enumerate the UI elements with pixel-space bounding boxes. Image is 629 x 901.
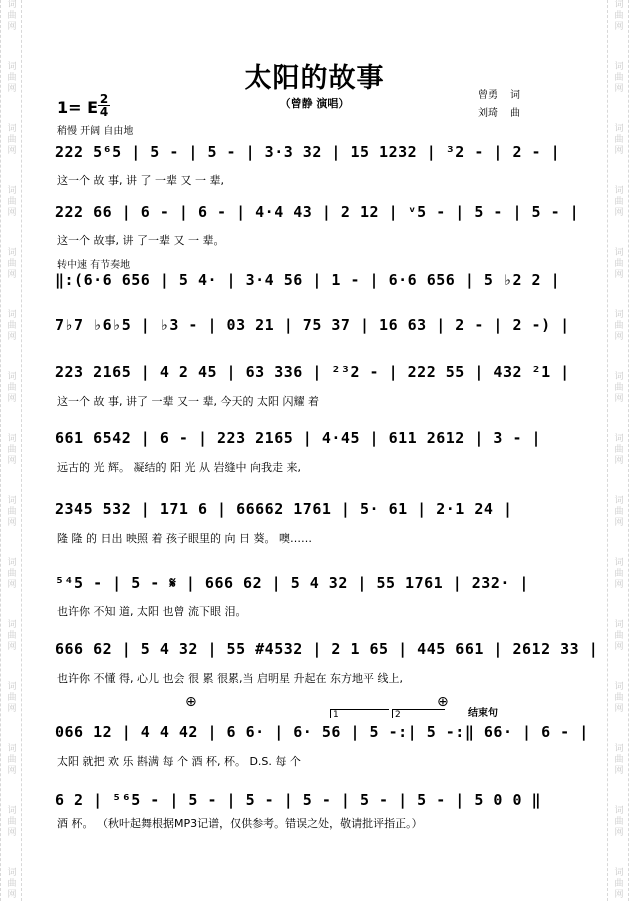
watermark-tile [610,310,628,343]
watermark-glyph: 词 [7,682,17,692]
watermark-glyph: 曲 [614,879,624,889]
watermark-glyph: 词 [7,248,17,258]
watermark-tile [610,682,628,715]
watermark-tile [610,868,628,901]
lyrics-line: 也许你 不知 道, 太阳 也曾 流下眼 泪。 [57,605,247,618]
watermark-glyph: 词 [614,310,624,320]
lyrics-line: 酒 杯。 （秋叶起舞根据MP3记谱，仅供参考。错误之处，敬请批评指正。） [57,817,423,830]
composer-name: 刘琦 [478,108,498,119]
notes-line: 7♭7 ♭6♭5 | ♭3 - | 03 21 | 75 37 | 16 63 | 2 - | 2 -) | [55,316,570,334]
watermark-glyph: 词 [614,434,624,444]
watermark-glyph: 网 [614,890,624,900]
coda-sign-1: ⊕ [185,694,197,710]
watermark-glyph: 曲 [614,755,624,765]
watermark-glyph: 词 [7,806,17,816]
lyrics-line: 这一个 故 事, 讲了 一辈 又一 辈, 今天的 太阳 闪耀 着 [57,395,319,408]
watermark-right-column [607,0,629,901]
watermark-tile [610,372,628,405]
singer-credit: （曾静 演唱） [279,97,350,110]
watermark-glyph: 词 [7,0,17,10]
lyricist-name: 曾勇 [478,90,498,101]
watermark-glyph: 网 [7,146,17,156]
watermark-glyph: 词 [7,744,17,754]
tempo-marking-intro: 稍慢 开阔 自由地 [57,126,134,137]
watermark-glyph: 词 [7,558,17,568]
watermark-glyph: 词 [614,620,624,630]
watermark-glyph: 曲 [614,445,624,455]
notes-line: 223 2165 | 4 2 45 | 63 336 | ²³2 - | 222 55 | 432 ²1 | [55,363,570,381]
watermark-glyph: 曲 [614,259,624,269]
watermark-tile [610,558,628,591]
time-signature [98,93,110,118]
watermark-glyph: 曲 [614,383,624,393]
watermark-glyph: 网 [7,518,17,528]
watermark-glyph: 曲 [7,631,17,641]
watermark-glyph: 网 [7,456,17,466]
lyricist-credit [478,86,520,101]
notes-line: 222 66 | 6 - | 6 - | 4·4 43 | 2 12 | ᵛ5 - | 5 - | 5 - | [55,203,580,221]
watermark-tile [3,0,21,33]
watermark-glyph: 网 [7,22,17,32]
watermark-glyph: 曲 [614,321,624,331]
watermark-glyph: 网 [614,828,624,838]
notes-line: 066 12 | 4 4 42 | 6 6· | 6· 56 | 5 -:| 5 -:‖ 66· | 6 - | [55,723,589,741]
song-title: 太阳的故事 [244,63,385,94]
watermark-glyph: 网 [614,394,624,404]
watermark-glyph: 曲 [7,197,17,207]
watermark-glyph: 曲 [7,259,17,269]
watermark-glyph: 网 [614,270,624,280]
watermark-glyph: 网 [7,84,17,94]
watermark-glyph: 曲 [614,11,624,21]
watermark-glyph: 曲 [7,693,17,703]
watermark-glyph: 曲 [614,73,624,83]
watermark-glyph: 词 [614,372,624,382]
watermark-tile [3,806,21,839]
notes-line: 222 5⁶5 | 5 - | 5 - | 3·3 32 | 15 1232 | ³2 - | 2 - | [55,143,561,161]
watermark-glyph: 曲 [614,569,624,579]
watermark-glyph: 词 [7,372,17,382]
watermark-glyph: 曲 [614,197,624,207]
ending-label: 结束句 [468,708,498,719]
watermark-glyph: 曲 [7,755,17,765]
watermark-glyph: 网 [7,642,17,652]
volta-bracket-2: 2 [392,709,445,718]
watermark-glyph: 词 [614,0,624,10]
watermark-glyph: 词 [7,868,17,878]
key-signature: 1= E [57,98,99,117]
watermark-tile [610,248,628,281]
notes-line: ⁵⁴5 - | 5 - 𝄋 | 666 62 | 5 4 32 | 55 1761 | 232· | [55,574,529,592]
watermark-glyph: 曲 [614,693,624,703]
watermark-glyph: 曲 [7,817,17,827]
lyrics-line: 隆 隆 的 日出 映照 着 孩子眼里的 向 日 葵。 噢…… [57,532,312,545]
watermark-glyph: 曲 [7,569,17,579]
watermark-glyph: 曲 [7,507,17,517]
watermark-glyph: 词 [614,682,624,692]
watermark-glyph: 网 [614,84,624,94]
lyricist-role: 词 [510,90,520,101]
watermark-glyph: 曲 [614,507,624,517]
watermark-glyph: 词 [7,434,17,444]
tempo-marking-main: 转中速 有节奏地 [57,260,131,271]
notes-line: 666 62 | 5 4 32 | 55 #4532 | 2 1 65 | 445 661 | 2612 33 | [55,640,599,658]
watermark-tile [3,310,21,343]
watermark-glyph: 网 [7,828,17,838]
watermark-glyph: 网 [7,766,17,776]
notes-line: 2345 532 | 171 6 | 66662 1761 | 5· 61 | 2·1 24 | [55,500,513,518]
watermark-tile [3,868,21,901]
watermark-tile [3,496,21,529]
watermark-glyph: 曲 [7,11,17,21]
lyrics-line: 远古的 光 辉。 凝结的 阳 光 从 岩缝中 向我走 来, [57,461,301,474]
time-signature-bottom: 4 [99,105,109,119]
watermark-glyph: 词 [614,496,624,506]
watermark-glyph: 曲 [7,879,17,889]
watermark-glyph: 词 [614,806,624,816]
watermark-glyph: 词 [7,124,17,134]
watermark-tile [610,124,628,157]
watermark-glyph: 网 [7,208,17,218]
watermark-glyph: 网 [7,332,17,342]
watermark-glyph: 词 [614,868,624,878]
watermark-glyph: 网 [614,518,624,528]
watermark-glyph: 词 [7,186,17,196]
watermark-glyph: 词 [7,620,17,630]
lyrics-line: 也许你 不懂 得, 心儿 也会 很 累 很累,当 启明星 升起在 东方地平 线上, [57,672,403,685]
lyrics-line: 这一个 故事, 讲 了一辈 又 一 辈。 [57,234,225,247]
watermark-glyph: 网 [614,208,624,218]
watermark-tile [610,186,628,219]
watermark-glyph: 曲 [7,321,17,331]
composer-role: 曲 [510,108,520,119]
watermark-glyph: 网 [7,580,17,590]
watermark-glyph: 词 [614,62,624,72]
watermark-tile [610,620,628,653]
watermark-tile [3,558,21,591]
watermark-glyph: 网 [7,890,17,900]
watermark-glyph: 网 [614,642,624,652]
watermark-glyph: 网 [614,766,624,776]
watermark-glyph: 曲 [614,631,624,641]
watermark-glyph: 网 [614,704,624,714]
watermark-tile [3,248,21,281]
watermark-tile [3,372,21,405]
watermark-tile [610,496,628,529]
watermark-glyph: 网 [614,456,624,466]
watermark-glyph: 词 [614,558,624,568]
watermark-glyph: 词 [7,310,17,320]
watermark-tile [3,682,21,715]
watermark-tile [3,744,21,777]
composer-credit [478,104,520,119]
watermark-tile [610,0,628,33]
notes-line: 6 2 | ⁵⁶5 - | 5 - | 5 - | 5 - | 5 - | 5 - | 5 0 0 ‖ [55,791,542,809]
watermark-glyph: 曲 [614,135,624,145]
watermark-tile [3,620,21,653]
watermark-glyph: 词 [614,744,624,754]
notes-line: 661 6542 | 6 - | 223 2165 | 4·45 | 611 2612 | 3 - | [55,429,542,447]
watermark-tile [3,434,21,467]
lyrics-line: 太阳 就把 欢 乐 斟满 每 个 酒 杯, 杯。 D.S. 每 个 [57,755,301,768]
watermark-glyph: 网 [614,580,624,590]
watermark-tile [610,744,628,777]
watermark-glyph: 曲 [7,73,17,83]
watermark-glyph: 曲 [7,135,17,145]
watermark-glyph: 网 [7,394,17,404]
watermark-glyph: 词 [614,186,624,196]
watermark-glyph: 词 [614,124,624,134]
watermark-glyph: 网 [614,146,624,156]
watermark-tile [610,434,628,467]
watermark-tile [3,186,21,219]
watermark-glyph: 词 [614,248,624,258]
lyrics-line: 这一个 故 事, 讲 了 一辈 又 一 辈, [57,174,224,187]
watermark-tile [3,124,21,157]
watermark-glyph: 曲 [7,383,17,393]
watermark-left-column [0,0,22,901]
coda-sign-2: ⊕ [437,694,449,710]
watermark-glyph: 曲 [7,445,17,455]
watermark-glyph: 网 [7,704,17,714]
notes-line: ‖:(6·6 656 | 5 4· | 3·4 56 | 1 - | 6·6 656 | 5 ♭2 2 | [55,271,561,289]
watermark-glyph: 网 [614,22,624,32]
watermark-tile [610,806,628,839]
time-signature-top: 2 [99,92,109,106]
volta-bracket-1: 1 [330,709,389,718]
watermark-glyph: 网 [7,270,17,280]
watermark-glyph: 曲 [614,817,624,827]
watermark-glyph: 词 [7,496,17,506]
watermark-glyph: 网 [614,332,624,342]
watermark-glyph: 词 [7,62,17,72]
